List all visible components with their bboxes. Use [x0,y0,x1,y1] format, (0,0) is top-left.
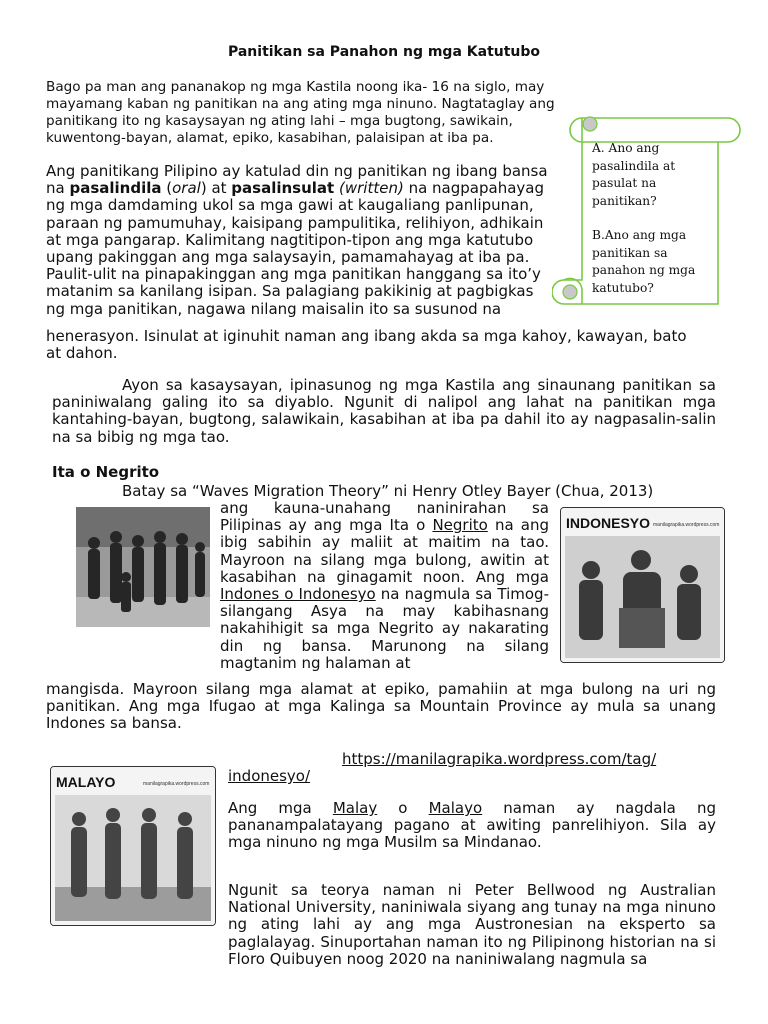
malayo-photo [50,766,216,926]
malayo-label: MALAYO [56,774,116,790]
paragraph-oral-written: Ang panitikang Pilipino ay katulad din ng panitikan ng ibang bansa na pasalindila (oral) at pasalinsulat (written) na nagpapahayag ng mga damdaming ukol sa mga gawi at kaugaliang panlipunan, paraan ng pamumuhay, kaisipang pampulitika, relihiyon, adhikain at mga pangarap. Kalimitang nagtitipon-tipon ang mga katutubo upang pakinggan ang mga salaysayin, pamamahayag at iba pa. Paulit-ulit na pinapakinggan ang mga panitikan hanggang sa ito’y matanim sa kanilang isipan. Sa palagiang pakikinig at pagbigkas ng mga panitikan, nagawa nilang maisalin ito sa susunod na [46,162,548,318]
scroll-question-b: B.Ano ang mga panitikan sa panahon ng mga katutubo? [592,228,696,295]
malay-paragraph: Ang mga Malay o Malayo naman ay nagdala ng pananampalatayang pagano at awiting panrelihiyon. Sila ay mga ninuno ng mga Musilm sa Mindanao. [228,799,716,852]
ita-paragraph-end: mangisda. Mayroon silang mga alamat at epiko, pamahiin at mga bulong na uri ng panitikan. Ang mga Ifugao at mga Kalinga sa Mountain Province ay mula sa unang Indones sa bansa. [46,680,716,733]
indonesyo-watermark: manilagrapika.wordpress.com [653,522,720,528]
source-link-cont[interactable]: indonesyo/ [228,767,311,785]
paragraph-oral-written-end: henerasyon. Isinulat at iginuhit naman ang ibang akda sa mga kahoy, kawayan, bato at dahon. [46,327,687,363]
intro-paragraph: Bago pa man ang pananakop ng mga Kastila noong ika- 16 na siglo, may mayamang kaban ng panitikan na ang ating mga ninuno. Nagtataglay ang panitikang ito ng kasaysayan ng ating lahi – mga bugtong, sawikain, kuwentong-bayan, alamat, epiko, kasabihan, palaisipan at iba pa. [46,79,555,146]
negrito-photo [76,507,210,627]
ita-intro-line: Batay sa “Waves Migration Theory” ni Henry Otley Bayer (Chua, 2013) [122,482,654,500]
malayo-watermark: manilagrapika.wordpress.com [143,781,210,787]
page-title: Panitikan sa Panahon ng mga Katutubo [227,44,541,60]
ita-paragraph: ang kauna-unahang naninirahan sa Pilipinas ay ang mga Ita o Negrito na ang ibig sabihin ay maliit at maitim na tao. Mayroon na silang mga bulong, awitin at kasabihan na ginagamit noon. Ang mga Indones o Indonesyo na nagmula sa Timog-silangang Asya na may kabihasnang nakahihigit sa mga Negrito ay nakarating din ng bansa. Marunong na silang magtanim ng halaman at [220,499,549,672]
section-heading-ita: Ita o Negrito [52,463,160,481]
paragraph-history: Ayon sa kasaysayan, ipinasunog ng mga Kastila ang sinaunang panitikan sa paniniwalang galing ito sa diyablo. Ngunit di nalipol ang lahat na panitikan mga kantahing-bayan, bugtong, salawikain, kasabihan at iba pa dahil ito ay nagpasalin-salin na sa bibig ng mga tao. [52,376,716,446]
scroll-question-a: A. Ano ang pasalindila at pasulat na panitikan? [592,141,676,208]
indonesyo-photo [560,507,725,663]
indonesyo-label: INDONESYO [566,515,651,531]
question-scroll [552,106,744,316]
source-link[interactable]: https://manilagrapika.wordpress.com/tag/ [342,750,657,768]
bellwood-paragraph: Ngunit sa teorya naman ni Peter Bellwood ng Australian National University, naniniwala siyang ang tunay na mga ninuno ng ating lahi ay ang mga Austronesian na eksperto sa paglalayag. Sinuportahan naman ito ng Pilipinong historian na si Floro Quibuyen noog 2020 na naniniwalang nagmula sa [228,881,716,968]
